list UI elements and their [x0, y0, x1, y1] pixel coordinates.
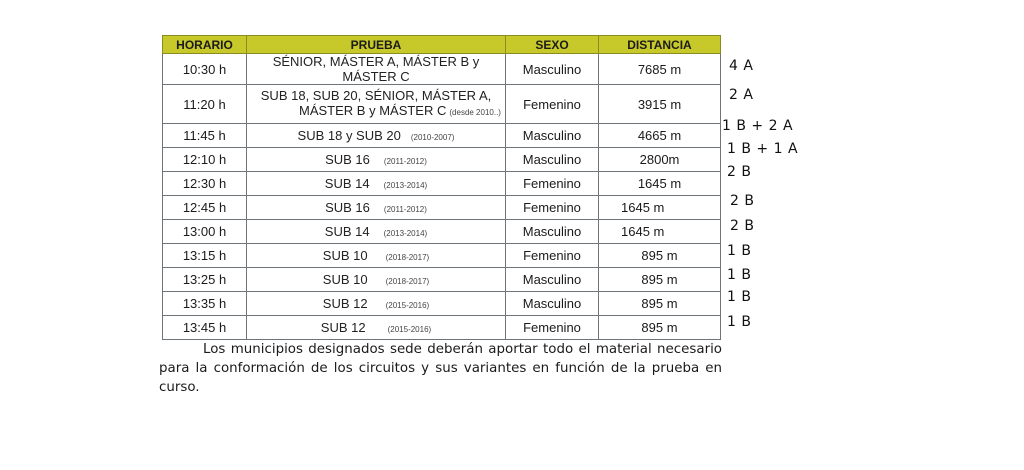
cell-sexo: Masculino: [506, 220, 599, 244]
side-note: 1 B + 2 A: [722, 118, 794, 134]
side-note: 2 B: [730, 193, 755, 209]
prueba-line-2: [249, 103, 503, 120]
cell-distancia: 2800m: [599, 148, 721, 172]
cell-prueba: [247, 196, 506, 220]
prueba-text: SUB 14: [324, 224, 370, 239]
note-paragraph-text: Los municipios designados sede deberán aportar todo el material necesario para la conformación de los circuitos y sus variantes en función de la prueba en curso.: [159, 342, 722, 395]
cell-prueba: [247, 292, 506, 316]
table-row: [163, 124, 721, 148]
table-row: [163, 54, 721, 85]
cell-prueba: [247, 172, 506, 196]
cell-prueba: [247, 316, 506, 340]
header-horario: HORARIO: [163, 36, 247, 54]
prueba-text: SUB 10: [322, 248, 368, 263]
prueba-years: (2013-2014): [383, 229, 428, 238]
prueba-text: SUB 16: [325, 152, 370, 167]
cell-distancia: 7685 m: [599, 54, 721, 85]
cell-distancia: 4665 m: [599, 124, 721, 148]
table-row: [163, 220, 721, 244]
prueba-line-1: SUB 18, SUB 20, SÉNIOR, MÁSTER A,: [260, 88, 492, 103]
table-row: [163, 244, 721, 268]
prueba-years: (2015-2016): [385, 301, 430, 310]
prueba-years: (2010-2007): [410, 133, 455, 142]
cell-horario: 12:45 h: [163, 196, 247, 220]
table-row: [163, 172, 721, 196]
cell-sexo: Femenino: [506, 172, 599, 196]
cell-distancia: 3915 m: [599, 85, 721, 124]
prueba-years: (2011-2012): [383, 205, 427, 214]
cell-distancia: 1645 m: [599, 196, 721, 220]
prueba-years: (2011-2012): [383, 157, 427, 166]
cell-sexo: Femenino: [506, 196, 599, 220]
side-note: 1 B: [727, 314, 752, 330]
prueba-text: SUB 14: [324, 176, 370, 191]
cell-horario: 13:00 h: [163, 220, 247, 244]
side-note: 1 B: [727, 267, 752, 283]
cell-prueba: [247, 124, 506, 148]
cell-horario: 11:45 h: [163, 124, 247, 148]
cell-sexo: Masculino: [506, 292, 599, 316]
prueba-years: (2018-2017): [385, 253, 430, 262]
cell-horario: 11:20 h: [163, 85, 247, 124]
prueba-text: MÁSTER B y MÁSTER C: [299, 103, 447, 118]
side-note: 4 A: [729, 58, 754, 74]
header-prueba: PRUEBA: [247, 36, 506, 54]
cell-sexo: Masculino: [506, 54, 599, 85]
side-note: 2 A: [729, 87, 754, 103]
cell-distancia: 895 m: [599, 316, 721, 340]
prueba-text: SUB 10: [322, 272, 368, 287]
cell-horario: 12:30 h: [163, 172, 247, 196]
table-row: [163, 292, 721, 316]
cell-horario: 13:45 h: [163, 316, 247, 340]
cell-sexo: Masculino: [506, 148, 599, 172]
cell-prueba: SÉNIOR, MÁSTER A, MÁSTER B y MÁSTER C: [247, 54, 506, 85]
cell-horario: 13:35 h: [163, 292, 247, 316]
side-note: 1 B + 1 A: [727, 141, 799, 157]
cell-prueba: [247, 244, 506, 268]
cell-distancia: 895 m: [599, 268, 721, 292]
cell-distancia: 895 m: [599, 244, 721, 268]
cell-prueba: [247, 85, 506, 124]
table-row: [163, 148, 721, 172]
table-header-row: [163, 36, 721, 54]
prueba-years: (2015-2016): [387, 325, 432, 334]
schedule-table: [162, 35, 721, 340]
cell-distancia: 1645 m: [599, 172, 721, 196]
cell-horario: 13:15 h: [163, 244, 247, 268]
cell-sexo: Femenino: [506, 85, 599, 124]
cell-sexo: Masculino: [506, 124, 599, 148]
cell-prueba: [247, 268, 506, 292]
cell-horario: 12:10 h: [163, 148, 247, 172]
table-row: [163, 316, 721, 340]
cell-sexo: Masculino: [506, 268, 599, 292]
cell-sexo: Femenino: [506, 244, 599, 268]
prueba-years: (2013-2014): [383, 181, 428, 190]
table-row: [163, 268, 721, 292]
header-distancia: DISTANCIA: [599, 36, 721, 54]
cell-sexo: Femenino: [506, 316, 599, 340]
cell-distancia: 895 m: [599, 292, 721, 316]
side-note: 1 B: [727, 243, 752, 259]
table-row: [163, 196, 721, 220]
cell-horario: 10:30 h: [163, 54, 247, 85]
prueba-years: (2018-2017): [385, 277, 430, 286]
prueba-years: (desde 2010..): [449, 108, 501, 117]
prueba-text: SUB 12: [322, 296, 368, 311]
cell-horario: 13:25 h: [163, 268, 247, 292]
cell-prueba: [247, 148, 506, 172]
side-note: 2 B: [730, 218, 755, 234]
cell-prueba: [247, 220, 506, 244]
prueba-text: SUB 18 y SUB 20: [297, 128, 401, 143]
prueba-text: SUB 12: [320, 320, 366, 335]
note-paragraph: [159, 340, 722, 397]
prueba-text: SUB 16: [325, 200, 370, 215]
side-note: 1 B: [727, 289, 752, 305]
side-note: 2 B: [727, 164, 752, 180]
header-sexo: SEXO: [506, 36, 599, 54]
cell-distancia: 1645 m: [599, 220, 721, 244]
table-row: [163, 85, 721, 124]
